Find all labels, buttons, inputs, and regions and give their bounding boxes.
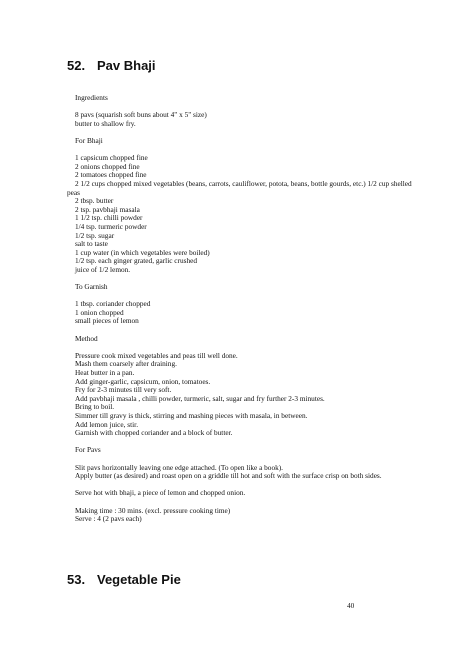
garnish-label: To Garnish	[75, 282, 108, 292]
recipe-53-number: 53.	[67, 572, 86, 587]
bhaji-item: 1/2 tsp. each ginger grated, garlic crushed	[75, 256, 197, 266]
method-step: Add lemon juice, stir.	[75, 419, 139, 429]
bhaji-item: 2 tsp. pavbhaji masala	[75, 204, 140, 214]
bhaji-item: 2 tomatoes chopped fine	[75, 170, 147, 180]
ingredient-line: 8 pavs (squarish soft buns about 4" x 5" size)	[75, 110, 207, 120]
bhaji-item: juice of 1/2 lemon.	[75, 264, 131, 274]
method-step: Add ginger-garlic, capsicum, onion, tomatoes.	[75, 376, 211, 386]
bhaji-item: 1 capsicum chopped fine	[75, 153, 148, 163]
method-step: Simmer till gravy is thick, stirring and mashing pieces with masala, in between.	[75, 410, 308, 420]
recipe-53-heading	[67, 572, 181, 587]
bhaji-item: salt to taste	[75, 239, 108, 249]
bhaji-item: 1 cup water (in which vegetables were boiled)	[75, 247, 210, 257]
garnish-item: small pieces of lemon	[75, 316, 139, 326]
pavs-step: Apply butter (as desired) and roast open on a griddle till hot and soft with the surface crisp on both sides.	[75, 471, 382, 481]
bhaji-item: 1/4 tsp. turmeric powder	[75, 221, 147, 231]
method-step: Pressure cook mixed vegetables and peas till well done.	[75, 350, 238, 360]
bhaji-item-wrap: 2 1/2 cups chopped mixed vegetables (beans, carrots, cauliflower, potota, beans, bottle gourds, etc.) 1/2 cup shelled	[75, 178, 412, 188]
recipe-52-number: 52.	[67, 58, 86, 73]
bhaji-item: 1/2 tsp. sugar	[75, 230, 115, 240]
serve-note: Serve hot with bhaji, a piece of lemon and chopped onion.	[75, 488, 246, 498]
bhaji-item: 2 tbsp. butter	[75, 196, 114, 206]
making-time: Making time : 30 mins. (excl. pressure cooking time)	[75, 505, 231, 515]
method-step: Add pavbhaji masala , chilli powder, turmeric, salt, sugar and fry further 2-3 minutes.	[75, 393, 325, 403]
method-label: Method	[75, 333, 98, 343]
pavs-label: For Pavs	[75, 445, 101, 455]
bhaji-item: 2 onions chopped fine	[75, 161, 140, 171]
pavs-step: Slit pavs horizontally leaving one edge attached. (To open like a book).	[75, 462, 283, 472]
bhaji-item: 1 1/2 tsp. chilli powder	[75, 213, 143, 223]
bhaji-label: For Bhaji	[75, 135, 103, 145]
method-step: Fry for 2-3 minutes till very soft.	[75, 385, 172, 395]
method-step: Heat butter in a pan.	[75, 368, 135, 377]
ingredients-label: Ingredients	[75, 93, 108, 102]
garnish-item: 1 onion chopped	[75, 307, 124, 317]
recipe-53-title: Vegetable Pie	[97, 572, 181, 587]
method-step: Mash them coarsely after draining.	[75, 359, 177, 369]
page-number: 40	[347, 601, 355, 610]
serves: Serve : 4 (2 pavs each)	[75, 514, 142, 524]
garnish-item: 1 tbsp. coriander chopped	[75, 299, 151, 309]
method-step: Garnish with chopped coriander and a block of butter.	[75, 428, 233, 438]
method-step: Bring to boil.	[75, 402, 115, 412]
recipe-52-heading	[67, 58, 156, 73]
recipe-52-title: Pav Bhaji	[97, 58, 156, 73]
ingredient-line: butter to shallow fry.	[75, 118, 136, 128]
recipe-52-body	[67, 94, 417, 524]
bhaji-item-wrap-cont: peas	[67, 187, 80, 197]
